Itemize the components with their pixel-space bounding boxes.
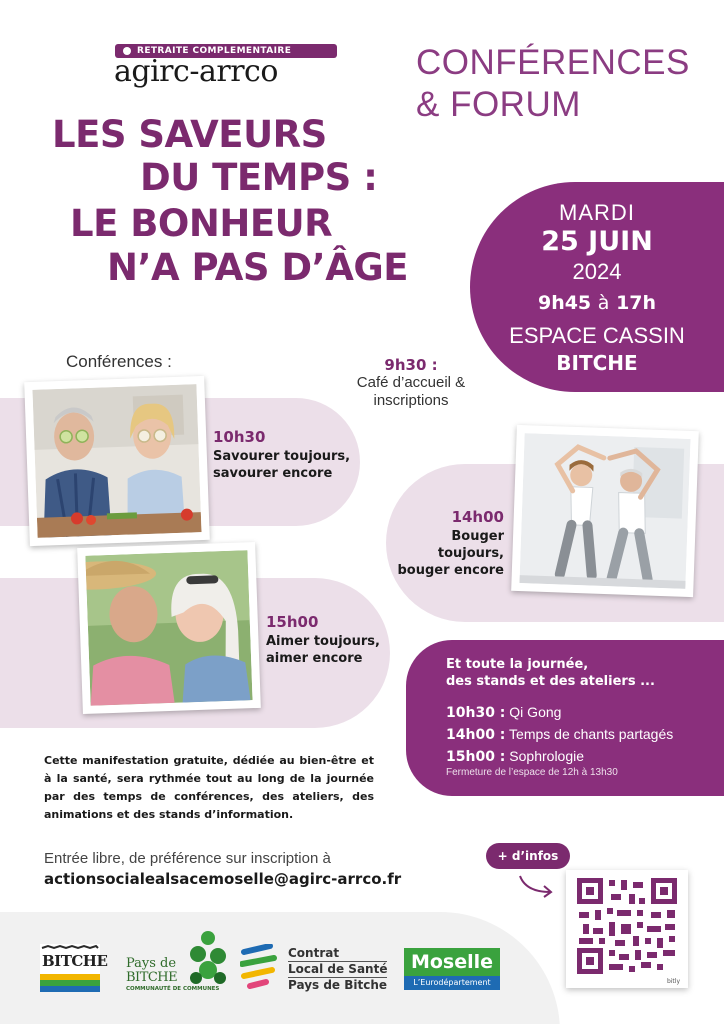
workshop-item: 10h30 : Qi Gong: [446, 704, 562, 721]
qr-code[interactable]: [566, 870, 688, 988]
photo-couple-love: [77, 542, 261, 714]
contact-email-link[interactable]: actionsocialealsacemoselle@agirc-arrco.fr: [44, 870, 402, 888]
event-type: CONFÉRENCES & FORUM: [416, 43, 690, 124]
bitche-logo: BITCHE: [40, 944, 100, 992]
welcome-info: 9h30 : Café d’accueil & inscriptions: [356, 356, 466, 409]
more-info-badge[interactable]: + d’infos: [486, 843, 570, 869]
event-year: 2024: [572, 259, 622, 284]
event-place: ESPACE CASSIN: [509, 323, 685, 348]
event-day: MARDI: [559, 200, 635, 225]
event-city: BITCHE: [556, 351, 638, 375]
photo-couple-vegetables: [24, 376, 210, 546]
session-1: 10h30 Savourer toujours, savourer encore: [213, 428, 351, 481]
photo-couple-exercise: [511, 425, 699, 597]
moselle-logo: Moselle L’Eurodépartement: [404, 948, 500, 992]
pays-tree-icon: [188, 930, 228, 986]
session-1-time: 10h30: [213, 428, 266, 446]
pays-de-bitche-logo: Pays de BITCHE COMMUNAUTÉ DE COMMUNES: [122, 930, 232, 996]
workshops-list: [446, 702, 673, 768]
date-bubble: [470, 182, 724, 392]
session-3: 15h00 Aimer toujours, aimer encore: [266, 613, 380, 666]
entry-text: Entrée libre, de préférence sur inscription à: [44, 850, 331, 867]
event-hours: 9h45 à 17h: [537, 292, 657, 314]
title-line-1: LES SAVEURS: [52, 113, 327, 156]
event-description: Cette manifestation gratuite, dédiée au bien-être et à la santé, sera rythmée tout au long de la journée par des temps de conférences, des ateliers, des animations et des stands d’information.: [44, 754, 374, 821]
contrat-local-sante-icon: [240, 944, 280, 990]
workshops-header: Et toute la journée, des stands et des ateliers ...: [446, 657, 655, 689]
conferences-label: Conférences :: [66, 352, 172, 371]
session-2: 14h00 Bouger toujours, bouger encore: [386, 506, 504, 579]
session-2-time: 14h00: [451, 508, 504, 526]
title-line-2: DU TEMPS :: [140, 156, 378, 199]
brand-logo-text: agirc-arrco: [114, 54, 278, 89]
arrow-curve-icon: [516, 872, 556, 898]
title-line-3: LE BONHEUR: [70, 202, 333, 245]
contrat-local-sante-logo: Contrat Local de Santé Pays de Bitche: [288, 946, 388, 992]
brand-tagline: RETRAITE COMPLEMENTAIRE: [115, 44, 337, 58]
workshop-item: 14h00 : Temps de chants partagés: [446, 726, 674, 743]
qr-caption: bitly: [666, 978, 680, 985]
workshops-box: [406, 640, 724, 796]
qr-code-icon: [577, 878, 677, 974]
closing-note: Fermeture de l’espace de 12h à 13h30: [446, 767, 618, 778]
session-3-time: 15h00: [266, 613, 319, 631]
event-date: 25 JUIN: [541, 226, 653, 257]
workshop-item: 15h00 : Sophrologie: [446, 748, 585, 765]
title-line-4: N’A PAS D’ÂGE: [107, 246, 408, 289]
